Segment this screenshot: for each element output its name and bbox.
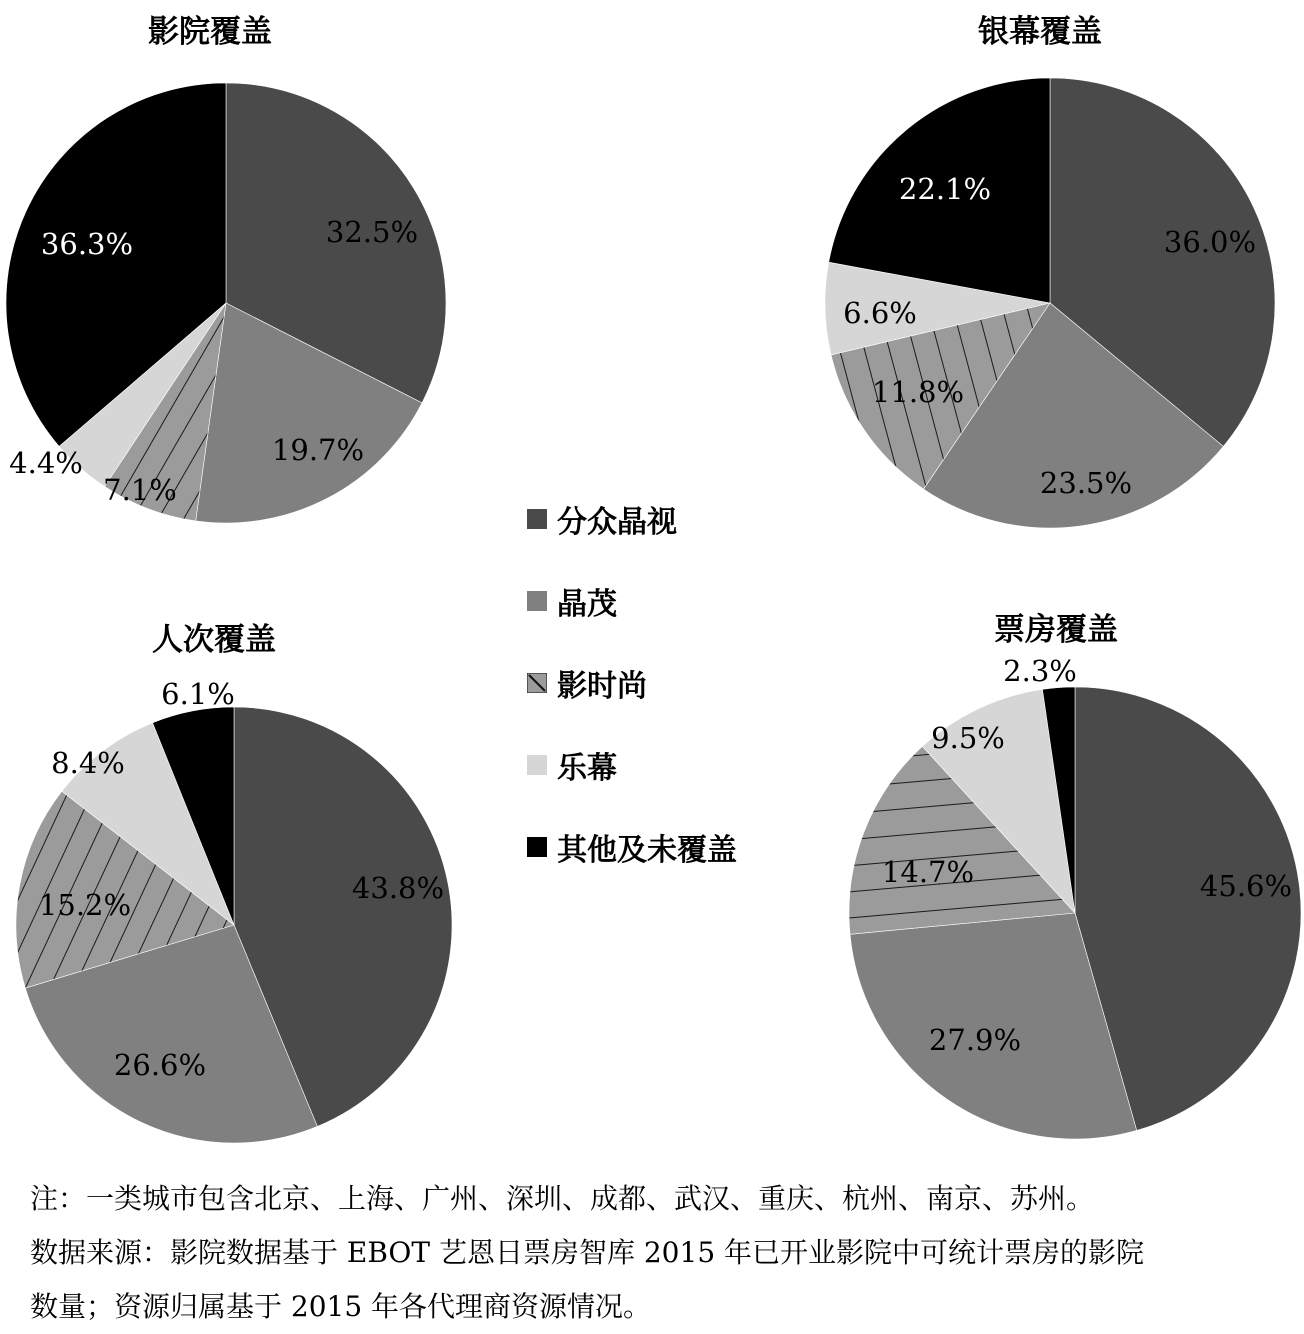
pie-2-label-jingmao: 26.6% <box>113 1048 207 1082</box>
legend-swatch-fenzhong <box>527 509 547 529</box>
note-source-cont: 数量；资源归属基于 2015 年各代理商资源情况。 <box>30 1290 652 1323</box>
pie-3-label-yingshishang: 14.7% <box>881 855 975 889</box>
pie-0-label-other: 36.3% <box>40 227 134 261</box>
legend-label: 影时尚 <box>557 669 647 704</box>
legend-swatch-jingmao <box>527 591 547 611</box>
legend-label: 晶茂 <box>557 587 617 622</box>
pie-1-label-yingshishang: 11.8% <box>871 375 965 409</box>
legend-item <box>527 806 737 888</box>
pie-1-label-other: 22.1% <box>898 172 992 206</box>
pie-title-boxoffice: 票房覆盖 <box>994 612 1118 648</box>
pie-3-label-other: 2.3% <box>1003 654 1077 688</box>
legend-item <box>527 724 737 806</box>
pie-1-label-lemu: 6.6% <box>843 296 917 330</box>
pie-1-label-jingmao: 23.5% <box>1039 466 1133 500</box>
pie-2-label-lemu: 8.4% <box>51 746 125 780</box>
note-source: 数据来源：影院数据基于 EBOT 艺恩日票房智库 2015 年已开业影院中可统计票房的影院 <box>30 1236 1145 1269</box>
pie-0-label-fenzhong: 32.5% <box>325 215 419 249</box>
legend-item <box>527 560 737 642</box>
pie-0-label-jingmao: 19.7% <box>271 433 365 467</box>
pie-title-screen: 银幕覆盖 <box>978 14 1102 50</box>
legend-swatch-other <box>527 837 547 857</box>
pie-1-label-fenzhong: 36.0% <box>1163 225 1257 259</box>
pie-3-label-jingmao: 27.9% <box>928 1023 1022 1057</box>
legend-item <box>527 478 737 560</box>
note-cities: 注：一类城市包含北京、上海、广州、深圳、成都、武汉、重庆、杭州、南京、苏州。 <box>30 1182 1095 1215</box>
pie-title-audience: 人次覆盖 <box>152 622 276 658</box>
legend-swatch-yingshishang <box>527 673 547 693</box>
legend-label: 其他及未覆盖 <box>557 833 737 868</box>
pie-2-label-fenzhong: 43.8% <box>351 871 445 905</box>
pie-2-label-yingshishang: 15.2% <box>38 888 132 922</box>
pie-2-label-other: 6.1% <box>161 677 235 711</box>
pie-3-label-fenzhong: 45.6% <box>1199 869 1293 903</box>
pie-0-label-lemu: 4.4% <box>9 446 83 480</box>
legend <box>527 478 737 888</box>
pie-3-label-lemu: 9.5% <box>931 721 1005 755</box>
pie-0-label-yingshishang: 7.1% <box>103 473 177 507</box>
legend-item <box>527 642 737 724</box>
legend-label: 乐幕 <box>557 751 617 786</box>
legend-swatch-lemu <box>527 755 547 775</box>
pie-title-cinema: 影院覆盖 <box>148 14 272 50</box>
legend-label: 分众晶视 <box>557 505 677 540</box>
